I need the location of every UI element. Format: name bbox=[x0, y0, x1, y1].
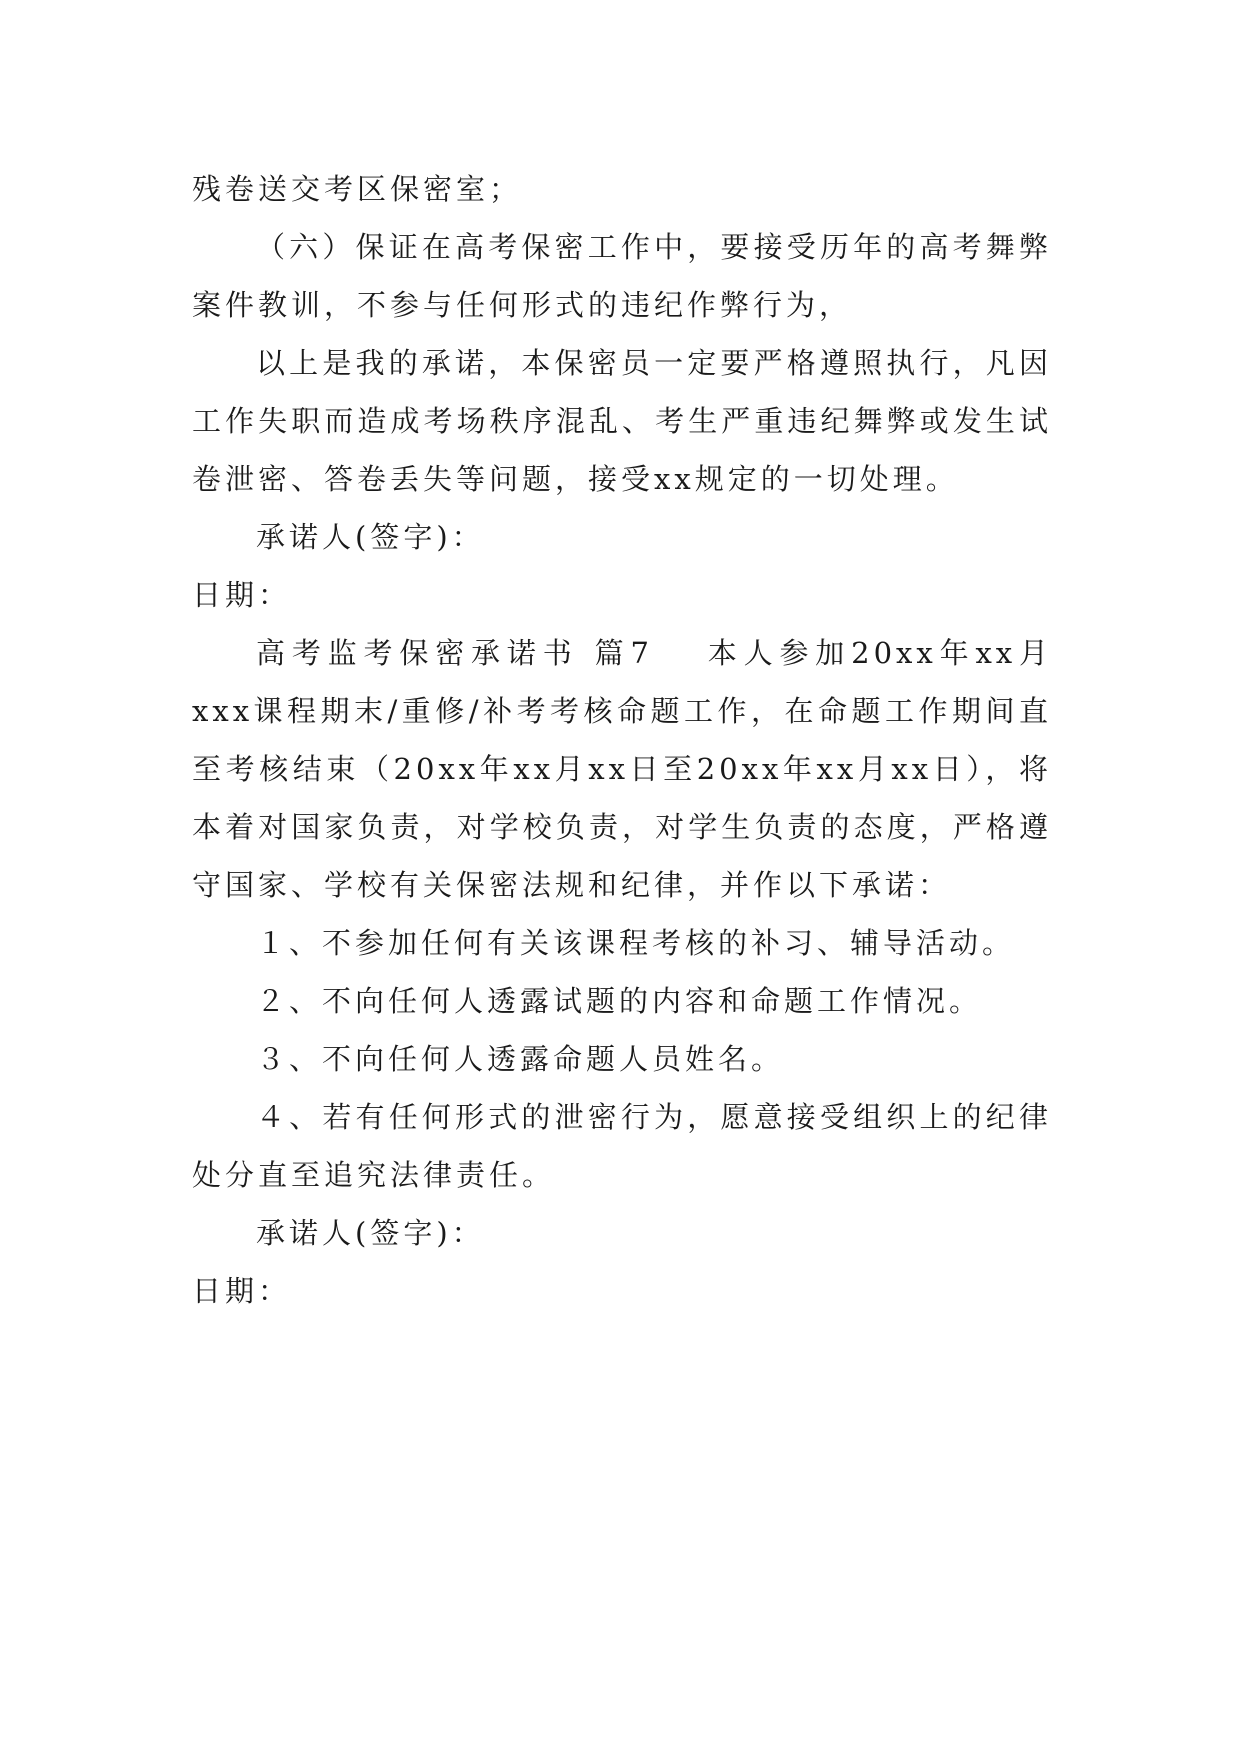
document-body bbox=[192, 160, 1052, 1320]
list-item-1: １、不参加任何有关该课程考核的补习、辅导活动。 bbox=[256, 926, 1016, 960]
section-paragraph bbox=[192, 624, 1052, 914]
section-title: 高考监考保密承诺书 篇7 bbox=[256, 636, 653, 670]
list-item-3: ３、不向任何人透露命题人员姓名。 bbox=[256, 1042, 785, 1076]
date-line-1: 日期： bbox=[192, 578, 292, 612]
paragraph-3: 以上是我的承诺，本保密员一定要严格遵照执行，凡因工作失职而造成考场秩序混乱、考生严重违纪舞弊或发生试卷泄密、答卷丢失等问题，接受xx规定的一切处理。 bbox=[192, 346, 1052, 496]
signature-line-2: 承诺人(签字)： bbox=[256, 1216, 485, 1250]
paragraph-2: （六）保证在高考保密工作中，要接受历年的高考舞弊案件教训，不参与任何形式的违纪作弊行为， bbox=[192, 230, 1052, 322]
list-item-2: ２、不向任何人透露试题的内容和命题工作情况。 bbox=[256, 984, 983, 1018]
date-line-2: 日期： bbox=[192, 1274, 292, 1308]
list-item-4: ４、若有任何形式的泄密行为，愿意接受组织上的纪律处分直至追究法律责任。 bbox=[192, 1100, 1052, 1192]
signature-line-1: 承诺人(签字)： bbox=[256, 520, 485, 554]
paragraph-4: 本人参加20xx年xx月xxx课程期末/重修/补考考核命题工作，在命题工作期间直至考核结束（20xx年xx月xx日至20xx年xx月xx日），将本着对国家负责，对学校负责，对学生负责的态度，严格遵守国家、学校有关保密法规和纪律，并作以下承诺： bbox=[192, 636, 1052, 902]
paragraph-1: 残卷送交考区保密室； bbox=[192, 172, 523, 206]
